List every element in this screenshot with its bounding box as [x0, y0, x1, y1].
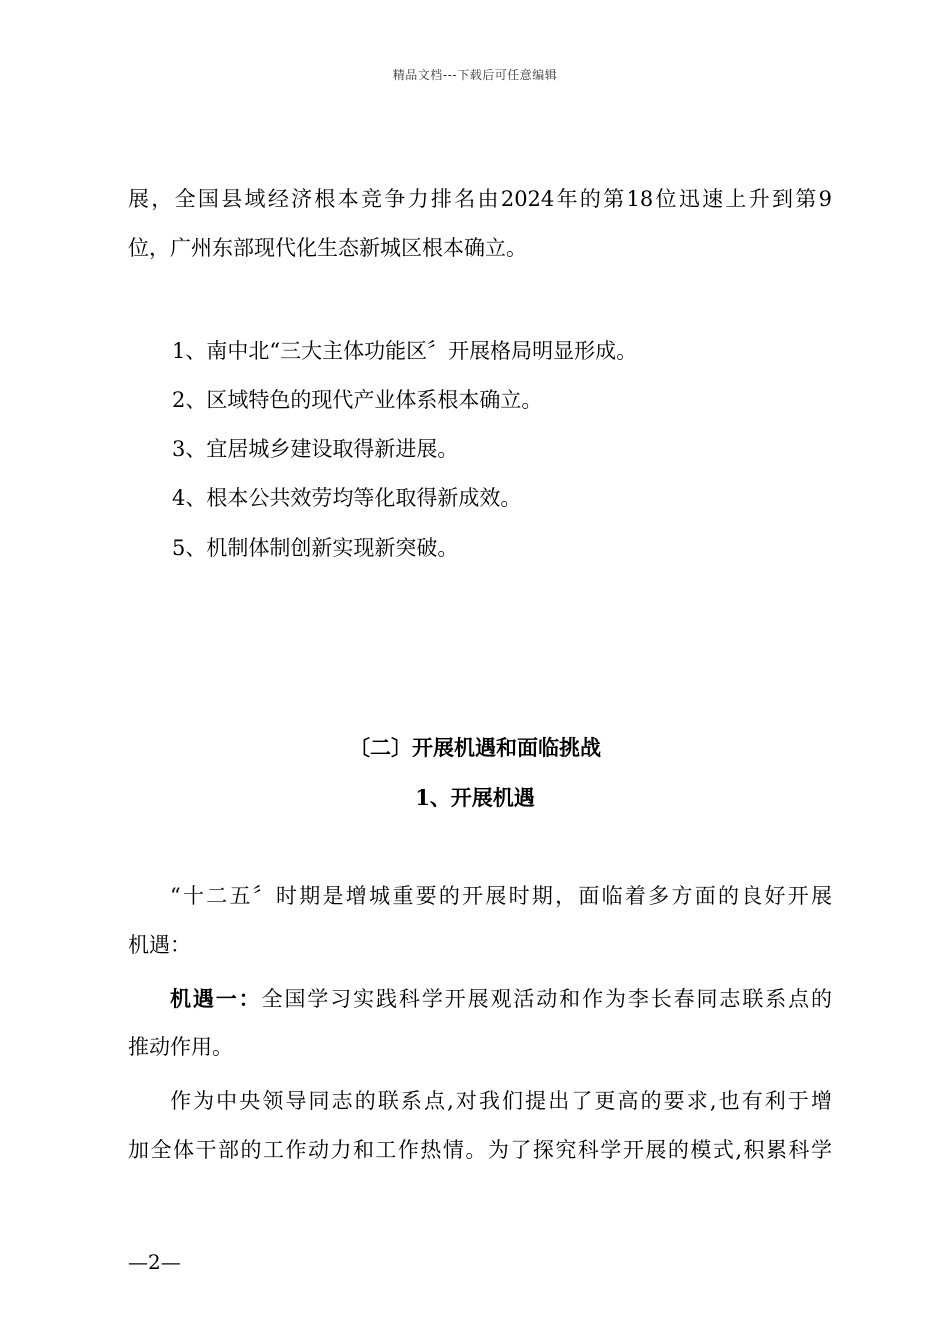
para3-line-1: 作为中央领导同志的联系点,对我们提出了更高的要求,也有利于增: [170, 1089, 832, 1113]
page-number: —2—: [128, 1250, 181, 1274]
list-item: 2、区域特色的现代产业体系根本确立。: [172, 388, 543, 412]
para3-line-2: 加全体干部的工作动力和工作热情。为了探究科学开展的模式,积累科学: [128, 1138, 832, 1162]
para1-line-1: “十二五〞时期是增城重要的开展时期，面临着多方面的良好开展: [170, 884, 832, 908]
opportunity-label: 机遇一：: [170, 986, 262, 1011]
intro-line-2: 位，广州东部现代化生态新城区根本确立。: [128, 236, 527, 260]
para2-line-1: [128, 974, 832, 1024]
page-header: 精品文档---下载后可任意编辑: [392, 68, 558, 82]
list-item: 1、南中北“三大主体功能区〞开展格局明显形成。: [172, 339, 638, 363]
list-item: 4、根本公共效劳均等化取得新成效。: [172, 486, 522, 510]
opportunity-text: 全国学习实践科学开展观活动和作为李长春同志联系点的: [261, 987, 833, 1011]
para1-line-2: 机遇：: [128, 933, 191, 957]
section-subheading: 1、开展机遇: [415, 785, 535, 810]
list-item: 5、机制体制创新实现新突破。: [172, 536, 459, 560]
section-heading: 〔二〕开展机遇和面临挑战: [349, 735, 601, 760]
list-item: 3、宜居城乡建设取得新进展。: [172, 437, 459, 461]
para2-line-2: 推动作用。: [128, 1035, 233, 1059]
intro-line-1: 展，全国县域经济根本竞争力排名由2024年的第18位迅速上升到第9: [128, 187, 832, 211]
